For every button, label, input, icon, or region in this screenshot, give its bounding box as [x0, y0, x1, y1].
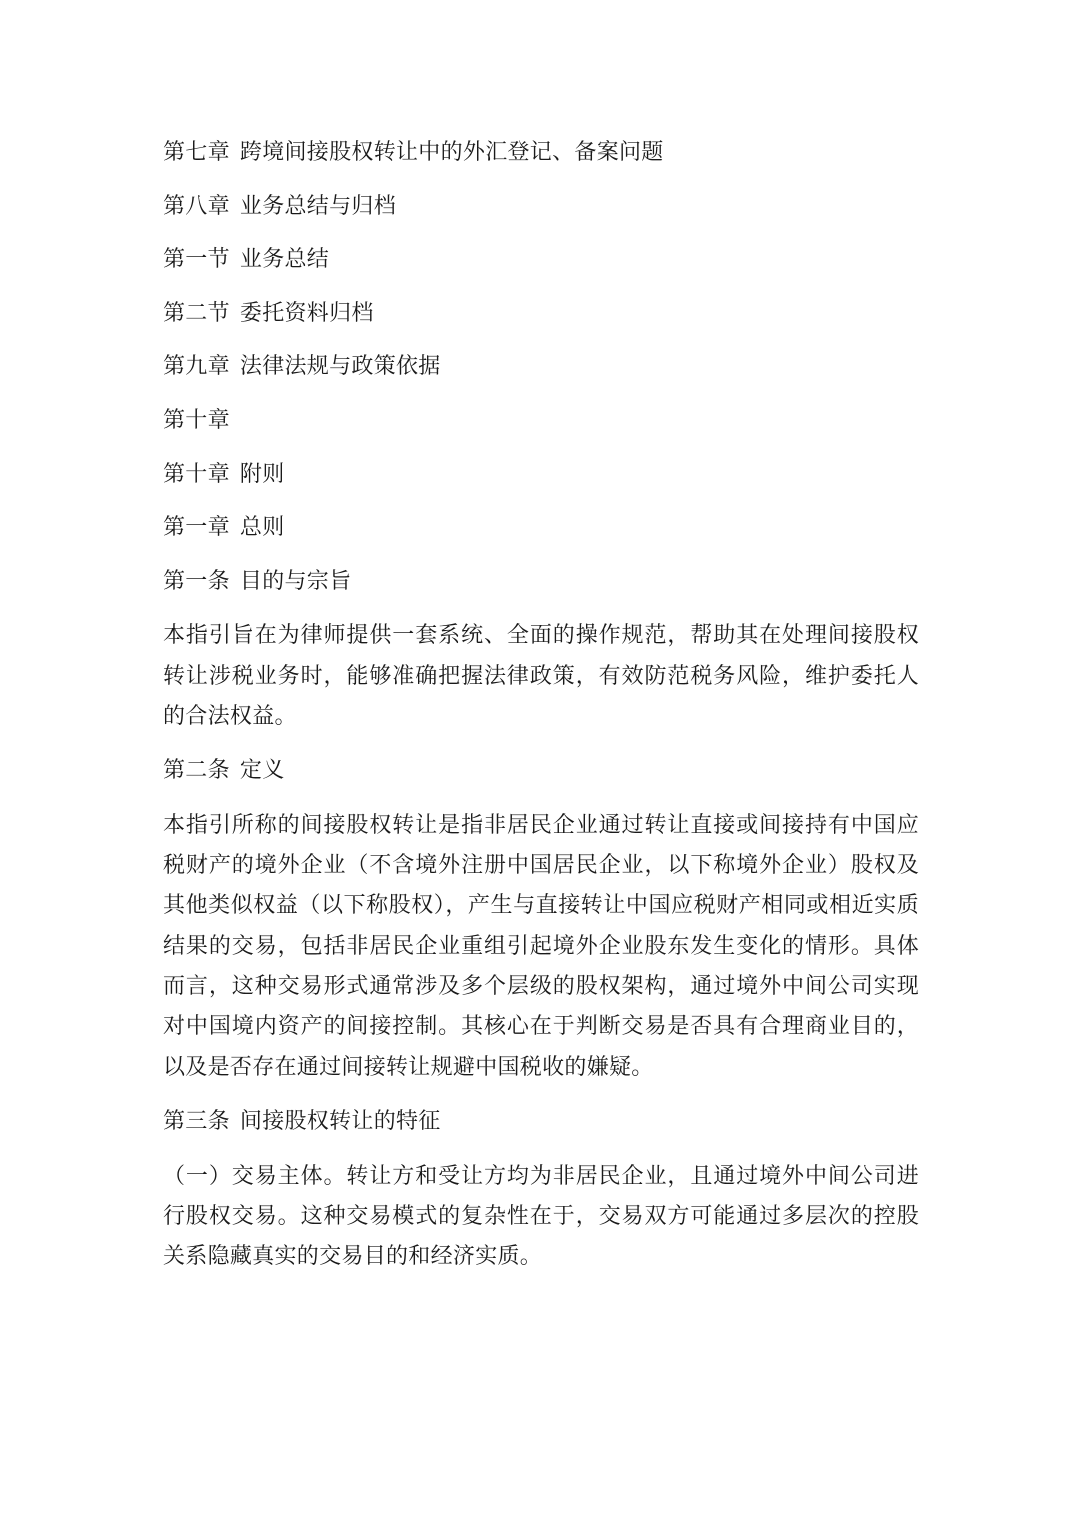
heading-title: 目的与宗旨 [239, 568, 352, 594]
heading-number: 第十章 [163, 461, 230, 487]
heading-number: 第九章 [163, 354, 230, 380]
heading-title: 间接股权转让的特征 [239, 1108, 441, 1134]
heading-title: 总则 [239, 515, 285, 541]
heading-title: 业务总结与归档 [239, 193, 397, 219]
chapter-10-heading [163, 456, 919, 510]
heading-number: 第二节 [163, 300, 230, 326]
section-2-heading [163, 295, 919, 349]
article-1-heading [163, 563, 919, 617]
chapter-9-heading [163, 348, 919, 402]
article-2-body: 本指引所称的间接股权转让是指非居民企业通过转让直接或间接持有中国应税财产的境外企业（不含境外注册中国居民企业，以下称境外企业）股权及其他类似权益（以下称股权），产生与直接转让中国应税财产相同或相近实质结果的交易，包括非居民企业重组引起境外企业股东发生变化的情形。具体而言，这种交易形式通常涉及多个层级的股权架构，通过境外中间公司实现对中国境内资产的间接控制。其核心在于判断交易是否具有合理商业目的，以及是否存在通过间接转让规避中国税收的嫌疑。 [163, 812, 919, 1080]
article-2-heading [163, 752, 919, 806]
article-3-item-1: （一）交易主体。转让方和受让方均为非居民企业，且通过境外中间公司进行股权交易。这种交易模式的复杂性在于，交易双方可能通过多层次的控股关系隐藏真实的交易目的和经济实质。 [163, 1163, 919, 1270]
heading-title: 附则 [239, 461, 285, 487]
chapter-7-heading [163, 134, 919, 188]
article-1-body: 本指引旨在为律师提供一套系统、全面的操作规范，帮助其在处理间接股权转让涉税业务时，能够准确把握法律政策，有效防范税务风险，维护委托人的合法权益。 [163, 623, 919, 729]
heading-number: 第二条 [163, 758, 230, 784]
heading-number: 第三条 [163, 1108, 230, 1134]
heading-number: 第十章 [163, 407, 230, 433]
heading-title: 业务总结 [239, 247, 330, 273]
heading-title: 跨境间接股权转让中的外汇登记、备案问题 [239, 140, 664, 165]
article-3-heading [163, 1103, 919, 1157]
chapter-1-heading [163, 509, 919, 563]
heading-number: 第一节 [163, 247, 230, 273]
heading-number: 第一条 [163, 568, 230, 594]
heading-title: 委托资料归档 [239, 300, 374, 326]
section-1-heading [163, 241, 919, 295]
chapter-10-heading-empty [163, 402, 919, 456]
document-body [163, 134, 919, 1292]
chapter-8-heading [163, 188, 919, 242]
heading-number: 第一章 [163, 515, 230, 541]
heading-number: 第七章 [163, 140, 230, 165]
heading-title: 定义 [239, 758, 285, 784]
heading-number: 第八章 [163, 193, 230, 219]
heading-title: 法律法规与政策依据 [239, 354, 441, 380]
